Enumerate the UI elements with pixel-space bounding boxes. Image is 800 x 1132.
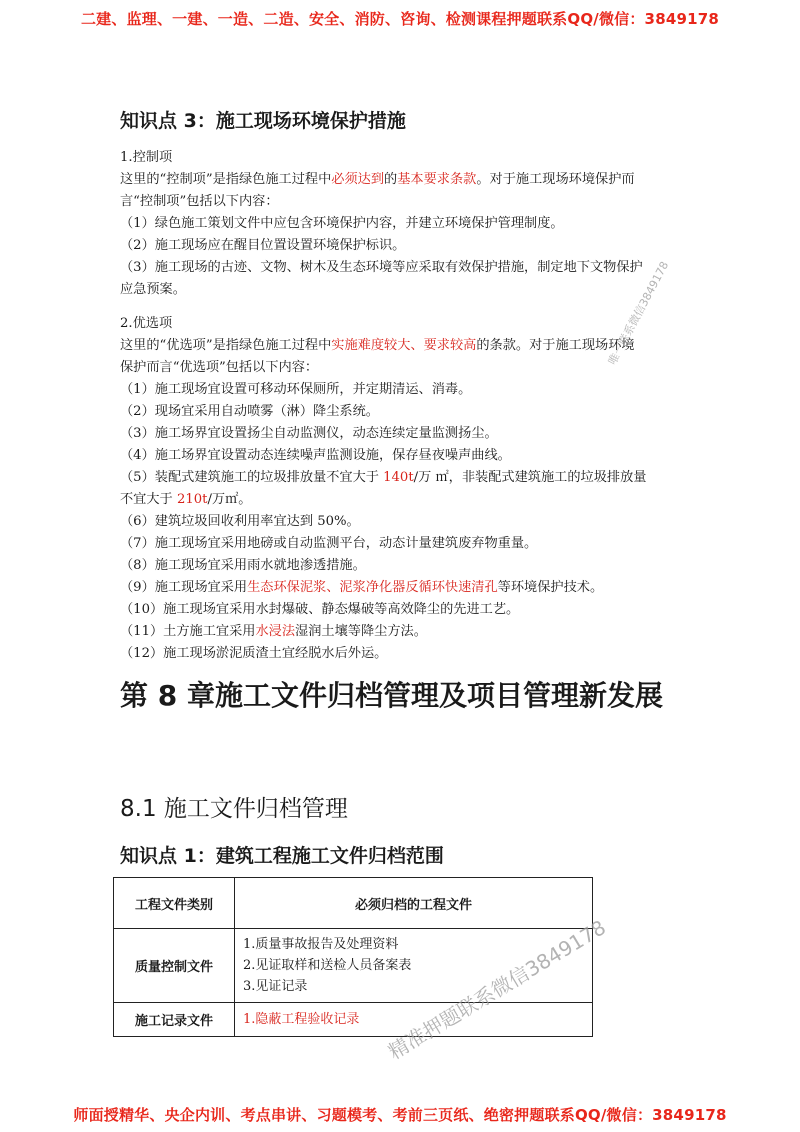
document-item: 1.质量事故报告及处理资料 — [243, 937, 399, 952]
table-header-documents: 必须归档的工程文件 — [235, 878, 593, 929]
control-item: （1）绿色施工策划文件中应包含环境保护内容，并建立环境保护管理制度。 — [120, 216, 564, 231]
optional-item: （2）现场宜采用自动喷雾（淋）降尘系统。 — [120, 404, 379, 419]
control-item: 应急预案。 — [120, 282, 186, 297]
table-header-row — [114, 878, 593, 929]
control-section — [120, 147, 690, 301]
optional-item: （7）施工现场宜采用地磅或自动监测平台，动态计量建筑废弃物重量。 — [120, 536, 538, 551]
optional-item-5-cont: 不宜大于 210t/万㎡。 — [120, 492, 252, 507]
optional-item: （4）施工场界宜设置动态连续噪声监测设施，保存昼夜噪声曲线。 — [120, 448, 511, 463]
optional-section — [120, 313, 690, 665]
table-cell-documents: 1.隐蔽工程验收记录 — [235, 1003, 593, 1037]
chapter-title: 第 8 章施工文件归档管理及项目管理新发展 — [120, 679, 663, 712]
document-item: 2.见证取样和送检人员备案表 — [243, 958, 412, 973]
optional-intro: 这里的“优选项”是指绿色施工过程中实施难度较大、要求较高的条款。对于施工现场环境 — [120, 338, 635, 353]
control-item: （3）施工现场的古迹、文物、树木及生态环境等应采取有效保护措施，制定地下文物保护 — [120, 260, 643, 275]
optional-item-9: （9）施工现场宜采用生态环保泥浆、泥浆净化器反循环快速清孔等环境保护技术。 — [120, 580, 604, 595]
point1-title: 知识点 1：建筑工程施工文件归档范围 — [120, 845, 444, 867]
table-cell-category: 质量控制文件 — [114, 929, 235, 1003]
optional-item: （3）施工场界宜设置扬尘自动监测仪，动态连续定量监测扬尘。 — [120, 426, 498, 441]
control-item: （2）施工现场应在醒目位置设置环境保护标识。 — [120, 238, 406, 253]
optional-item: （6）建筑垃圾回收利用率宜达到 50%。 — [120, 514, 360, 529]
optional-item-10: （10）施工现场宜采用水封爆破、静态爆破等高效降尘的先进工艺。 — [120, 602, 520, 617]
point3-title: 知识点 3：施工现场环境保护措施 — [120, 110, 406, 132]
control-intro-line2: 言“控制项”包括以下内容： — [120, 194, 279, 209]
optional-item-5: （5）装配式建筑施工的垃圾排放量不宜大于 140t/万 ㎡，非装配式建筑施工的垃圾排放量 — [120, 470, 647, 485]
control-heading: 1.控制项 — [120, 150, 173, 165]
optional-heading: 2.优选项 — [120, 316, 173, 331]
top-banner: 二建、监理、一建、一造、二造、安全、消防、咨询、检测课程押题联系QQ/微信：3849178 — [80, 10, 720, 28]
bottom-banner: 师面授精华、央企内训、考点串讲、习题模考、考前三页纸、绝密押题联系QQ/微信：3849178 — [73, 1106, 727, 1124]
section-title: 8.1 施工文件归档管理 — [120, 796, 348, 822]
control-intro: 这里的“控制项”是指绿色施工过程中必须达到的基本要求条款。对于施工现场环境保护而 — [120, 172, 635, 187]
optional-item-11: （11）土方施工宜采用水浸法湿润土壤等降尘方法。 — [120, 624, 427, 639]
optional-item: （1）施工现场宜设置可移动环保厕所，并定期清运、消毒。 — [120, 382, 472, 397]
table-cell-documents — [235, 929, 593, 1003]
table-cell-category: 施工记录文件 — [114, 1003, 235, 1037]
table-row — [114, 929, 593, 1003]
watermark-large: 精准押题联系微信3849178 — [384, 915, 610, 1065]
optional-intro-line2: 保护而言“优选项”包括以下内容： — [120, 360, 319, 375]
watermark-small: 唯一联系微信3849178 — [605, 259, 672, 368]
optional-item: （8）施工现场宜采用雨水就地渗透措施。 — [120, 558, 366, 573]
table-header-category: 工程文件类别 — [114, 878, 235, 929]
document-item: 3.见证记录 — [243, 979, 308, 994]
optional-item-12: （12）施工现场淤泥质渣土宜经脱水后外运。 — [120, 646, 388, 661]
table-row — [114, 1003, 593, 1037]
archive-scope-table — [113, 877, 593, 1037]
